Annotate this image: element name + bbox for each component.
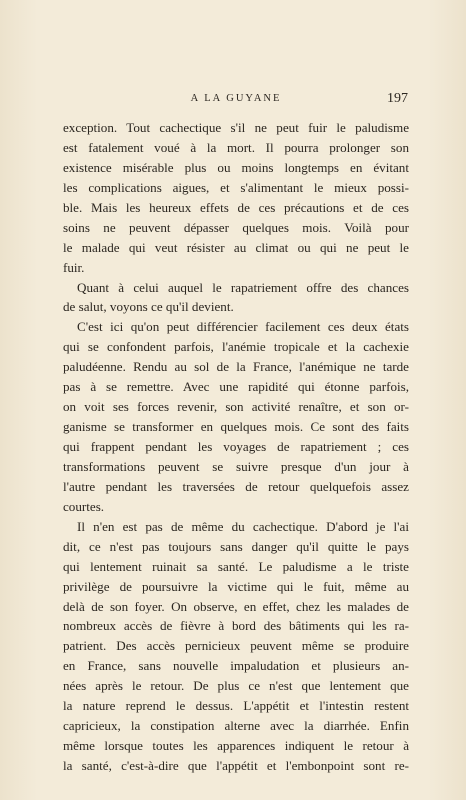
- text-line: fuir.: [63, 259, 85, 275]
- text-line: de salut, voyons ce qu'il devient.: [63, 299, 234, 315]
- text-line: dit, ce n'est pas toujours sans danger qu'il quitte le pays: [63, 538, 409, 554]
- page-number: 197: [387, 91, 408, 106]
- text-line: ganisme se transformer en quelques mois. Ce sont des faits: [63, 419, 409, 435]
- text-line: même lorsque toutes les apparences indiquent le retour à: [63, 738, 409, 754]
- text-line: transformations peuvent se suivre presque d'un jour à: [63, 458, 409, 474]
- text-line: qui se confondent parfois, l'anémie tropicale et la cachexie: [63, 339, 409, 355]
- text-line: le malade qui veut résister au climat ou qui ne peut le: [63, 239, 409, 255]
- text-line: les complications aigues, et s'alimentant le mieux possi-: [63, 179, 409, 195]
- text-line: en France, sans nouvelle impaludation et plusieurs an-: [63, 658, 409, 674]
- text-line: delà de son foyer. On observe, en effet, chez les malades de: [63, 598, 409, 614]
- text-line: ble. Mais les heureux effets de ces précautions et de ces: [63, 199, 409, 215]
- text-line: soins ne peuvent dépasser quelques mois. Voilà pour: [63, 219, 409, 235]
- text-line: paludéenne. Rendu au sol de la France, l'anémique ne tarde: [63, 359, 409, 375]
- text-line: capricieux, la constipation alterne avec la diarrhée. Enfin: [63, 718, 409, 734]
- text-line: patrient. Des accès pernicieux peuvent même se produire: [63, 638, 409, 654]
- text-line: nombreux accès de fièvre à bord des bâtiments qui les ra-: [63, 618, 409, 634]
- text-line: qui frappent pendant les voyages de rapatriement ; ces: [63, 439, 409, 454]
- text-line: exception. Tout cachectique s'il ne peut fuir le paludisme: [63, 120, 409, 135]
- text-line: l'autre pendant les traversées de retour quelquefois assez: [63, 478, 409, 494]
- text-line: qui lentement ruinait sa santé. Le paludisme a le triste: [63, 558, 409, 574]
- text-line: Quant à celui auquel le rapatriement offre des chances: [77, 279, 409, 295]
- text-line: on voit ses forces revenir, son activité renaître, et son or-: [63, 399, 409, 415]
- text-line: la santé, c'est-à-dire que l'appétit et l'embonpoint sont re-: [63, 758, 409, 773]
- text-line: nées après le retour. De plus ce n'est que lentement que: [63, 678, 409, 694]
- text-line: la nature reprend le dessus. L'appétit et l'intestin restent: [63, 698, 409, 714]
- text-line: privilège de poursuivre la victime qui le fuit, même au: [63, 578, 409, 594]
- page-header: [64, 91, 408, 109]
- body-text: [63, 118, 409, 776]
- text-line: courtes.: [63, 498, 105, 514]
- text-line: pas à se remettre. Avec une rapidité qui étonne parfois,: [63, 379, 409, 395]
- running-head: A LA GUYANE: [190, 93, 282, 104]
- text-line: existence misérable plus ou moins longtemps en évitant: [63, 159, 409, 175]
- text-line: C'est ici qu'on peut différencier facilement ces deux états: [77, 319, 409, 335]
- text-line: Il n'en est pas de même du cachectique. D'abord je l'ai: [77, 518, 409, 534]
- text-line: est fatalement voué à la mort. Il pourra prolonger son: [63, 139, 409, 155]
